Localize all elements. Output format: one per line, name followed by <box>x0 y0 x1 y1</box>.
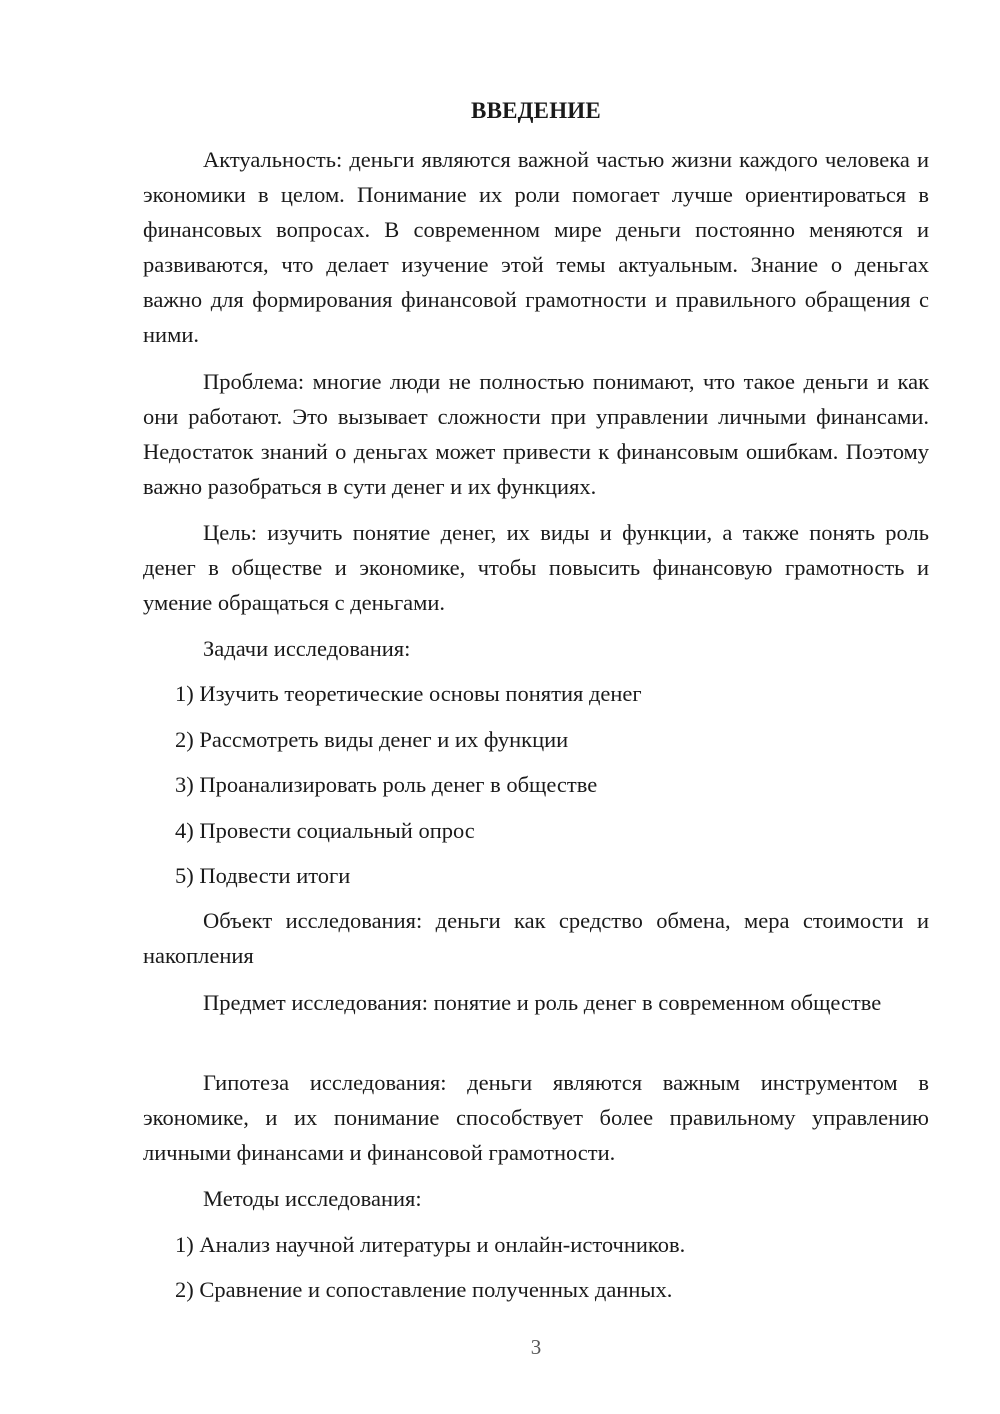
task-item: 2) Рассмотреть виды денег и их функции <box>175 727 569 752</box>
task-item: 4) Провести социальный опрос <box>175 818 475 843</box>
object-paragraph: Объект исследования: деньги как средство обмена, мера стоимости и накопления <box>143 908 929 968</box>
tasks-title: Задачи исследования: <box>203 636 411 661</box>
hypothesis-paragraph: Гипотеза исследования: деньги являются важным инструментом в экономике, и их понимание способствует более правильному управлению личными финансами и финансовой грамотности. <box>143 1070 929 1165</box>
problem-paragraph: Проблема: многие люди не полностью понимают, что такое деньги и как они работают. Это вызывает сложности при управлении личными финансами. Недостаток знаний о деньгах может привести к финансовым ошибкам. Поэтому важно разобраться в сути денег и их функциях. <box>143 369 929 499</box>
section-heading: ВВЕДЕНИЕ <box>471 98 601 123</box>
relevance-paragraph: Актуальность: деньги являются важной частью жизни каждого человека и экономики в целом. Понимание их роли помогает лучше ориентироваться в финансовых вопросах. В современном мире деньги постоянно меняются и развиваются, что делает изучение этой темы актуальным. Знание о деньгах важно для формирования финансовой грамотности и правильного обращения с ними. <box>143 147 929 347</box>
task-item: 5) Подвести итоги <box>175 863 351 888</box>
method-item: 1) Анализ научной литературы и онлайн-источников. <box>175 1232 686 1257</box>
goal-paragraph: Цель: изучить понятие денег, их виды и функции, а также понять роль денег в обществе и экономике, чтобы повысить финансовую грамотность и умение обращаться с деньгами. <box>143 520 929 615</box>
methods-title: Методы исследования: <box>203 1186 422 1211</box>
subject-paragraph: Предмет исследования: понятие и роль денег в современном обществе <box>203 990 882 1015</box>
task-item: 1) Изучить теоретические основы понятия денег <box>175 681 642 706</box>
page-number: 3 <box>530 1335 542 1359</box>
task-item: 3) Проанализировать роль денег в обществе <box>175 772 598 797</box>
method-item: 2) Сравнение и сопоставление полученных данных. <box>175 1277 673 1302</box>
